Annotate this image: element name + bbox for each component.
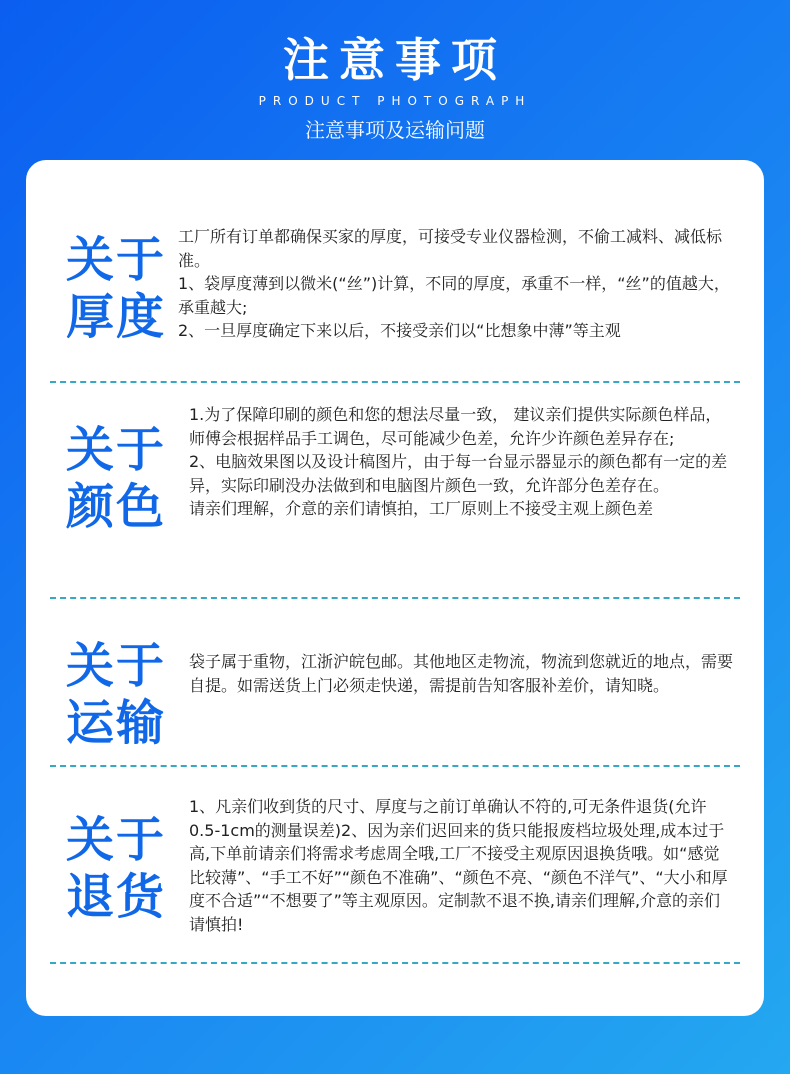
section-thickness-text — [178, 225, 734, 343]
section-divider — [50, 962, 740, 964]
section-title-line: 关于 — [66, 232, 167, 288]
page-subtitle-chinese: 注意事项及运输问题 — [305, 118, 485, 142]
section-divider — [50, 381, 740, 383]
paragraph: 1.为了保障印刷的颜色和您的想法尽量一致， 建议亲们提供实际颜色样品，师傅会根据样品手工调色，尽可能减少色差，允许少许颜色差异存在; — [189, 405, 722, 448]
section-shipping-title — [66, 638, 176, 752]
page-subtitle-english: PRODUCT PHOTOGRAPH — [258, 94, 532, 108]
section-title-line: 关于 — [66, 422, 167, 478]
section-title-line: 关于 — [66, 812, 167, 868]
page-title: 注意事项 — [283, 33, 507, 87]
section-shipping-text: 袋子属于重物，江浙沪皖包邮。其他地区走物流，物流到您就近的地点，需要自提。如需送货上门必须走快递，需提前告知客服补差价，请知晓。 — [189, 652, 734, 695]
notice-card — [26, 160, 764, 1016]
section-returns-text: 1、凡亲们收到货的尺寸、厚度与之前订单确认不符的,可无条件退货(允许0.5-1cm的测量误差)2、因为亲们迟回来的货只能报废档垃圾处理,成本过于高,下单前请亲们将需求考虑周全哦,工厂不接受主观原因退换货哦。如“感觉比较薄”、“手工不好”“颜色不准确”、“颜色不亮、“颜色不洋气”、“大小和厚度不合适”“不想要了”等主观原因。定制款不退不换,请亲们理解,介意的亲们请慎拍! — [189, 797, 728, 934]
section-color-title — [66, 422, 176, 536]
section-thickness-title — [66, 232, 176, 346]
section-title-line: 关于 — [66, 638, 167, 694]
paragraph: 1、袋厚度薄到以微米(“丝”)计算，不同的厚度，承重不一样，“丝”的值越大，承重越大; — [178, 274, 730, 317]
paragraph: 2、电脑效果图以及设计稿图片，由于每一台显示器显示的颜色都有一定的差异，实际印刷没办法做到和电脑图片颜色一致，允许部分色差存在。 — [189, 452, 728, 495]
section-divider — [50, 597, 740, 599]
section-returns-title — [66, 812, 176, 926]
paragraph: 2、一旦厚度确定下来以后，不接受亲们以“比想象中薄”等主观 — [178, 321, 621, 340]
section-divider — [50, 765, 740, 767]
section-color-text — [189, 403, 734, 521]
section-title-line: 厚度 — [66, 289, 167, 345]
section-title-line: 颜色 — [66, 479, 167, 535]
section-title-line: 退货 — [66, 869, 167, 925]
paragraph: 工厂所有订单都确保买家的厚度，可接受专业仪器检测，不偷工减料、减低标准。 — [178, 227, 723, 270]
paragraph: 请亲们理解，介意的亲们请慎拍，工厂原则上不接受主观上颜色差 — [189, 499, 654, 518]
section-title-line: 运输 — [66, 695, 167, 751]
